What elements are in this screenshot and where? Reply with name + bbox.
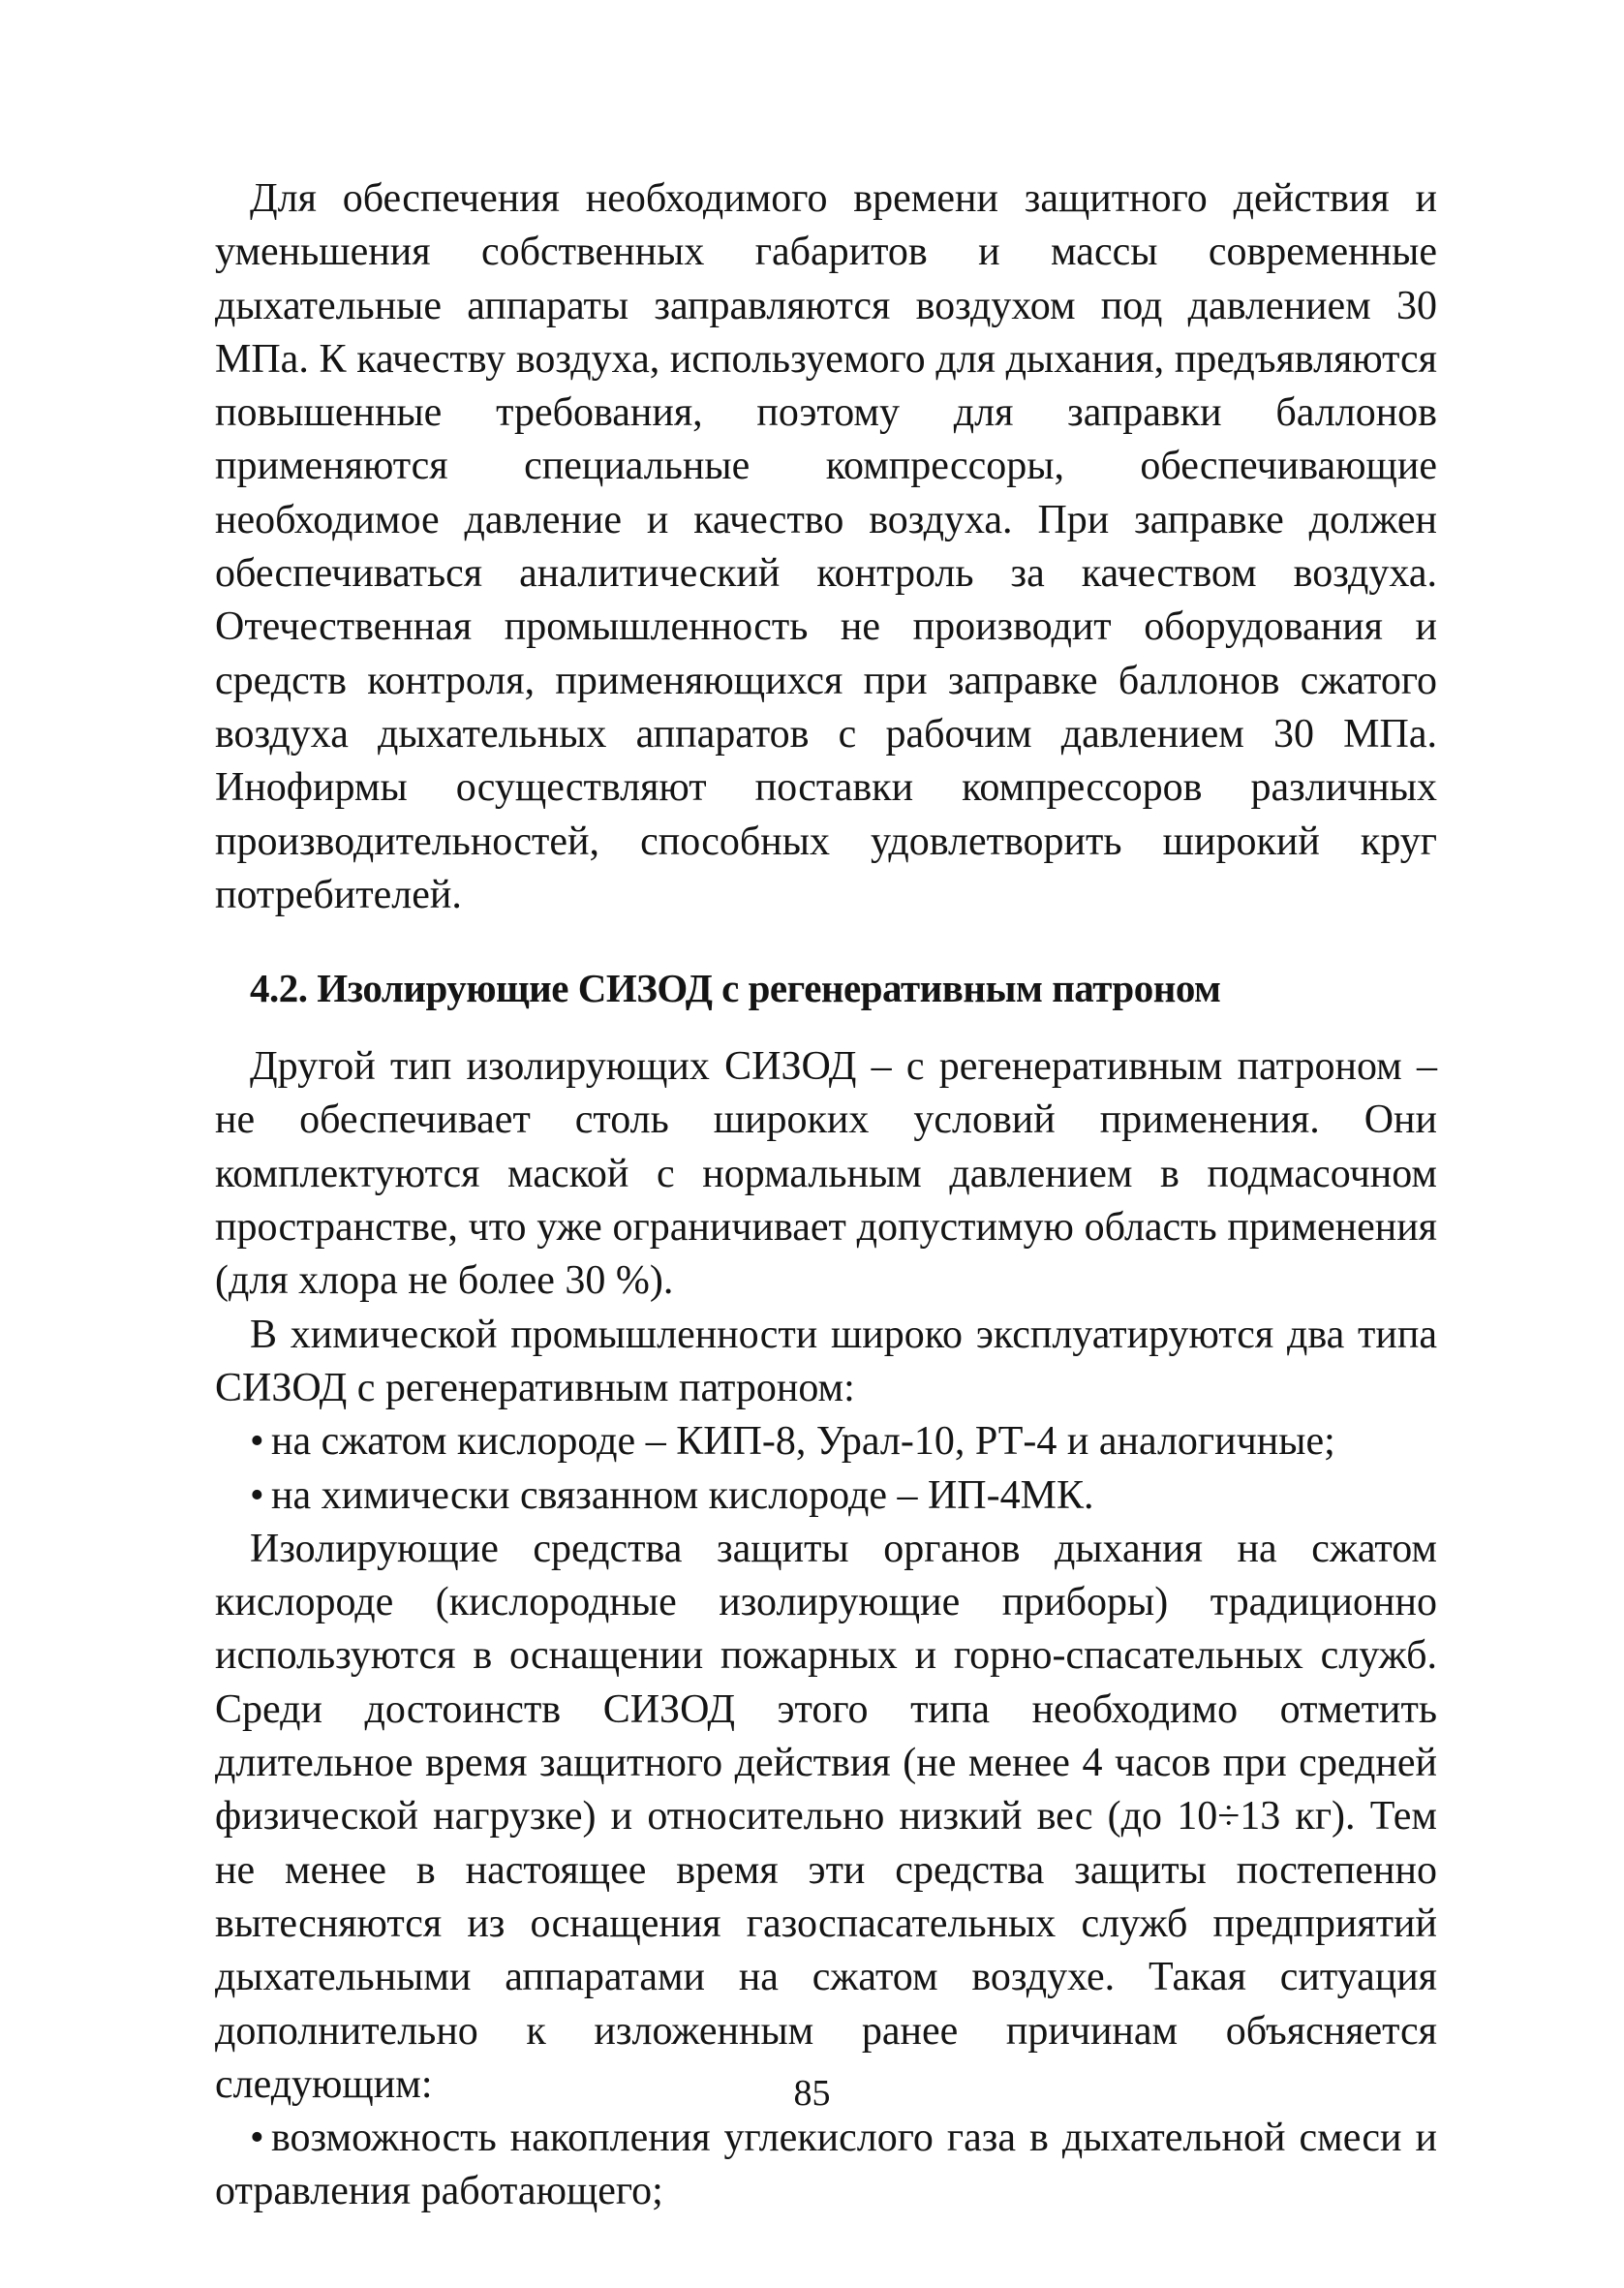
- paragraph: В химической промышленности широко эксплуатируются два типа СИЗОД с регенеративным патроном:: [215, 1312, 1437, 1410]
- bullet-marker: •: [250, 1419, 264, 1465]
- list-item-text: на сжатом кислороде – КИП-8, Урал-10, РТ-4 и аналогичные;: [271, 1419, 1335, 1465]
- list-item: [215, 2112, 1437, 2219]
- paragraph: Для обеспечения необходимого времени защитного действия и уменьшения собственных габаритов и массы современные дыхательные аппараты заправляются воздухом под давлением 30 МПа. К качеству воздуха, используемого для дыхания, предъявляются повышенные требования, поэтому для заправки баллонов применяются специальные компрессоры, обеспечивающие необходимое давление и качество воздуха. При заправке должен обеспечиваться аналитический контроль за качеством воздуха. Отечественная промышленность не производит оборудования и средств контроля, применяющихся при заправке баллонов сжатого воздуха дыхательных аппаратов с рабочим давлением 30 МПа. Инофирмы осуществляют поставки компрессоров различных производительностей, способных удовлетворить широкий круг потребителей.: [215, 176, 1437, 917]
- bullet-marker: •: [250, 2116, 264, 2161]
- paragraph: Другой тип изолирующих СИЗОД – с регенеративным патроном – не обеспечивает столь широких условий применения. Они комплектуются маской с нормальным давлением в подмасочном пространстве, что уже ограничивает допустимую область применения (для хлора не более 30 %).: [215, 1044, 1437, 1304]
- list-item-text: возможность накопления углекислого газа в дыхательной смеси и отравления работающего;: [215, 2116, 1437, 2214]
- page-body: [215, 172, 1437, 2219]
- page-number: 85: [793, 2073, 831, 2114]
- list-item: [215, 1469, 1437, 1523]
- list-item-text: на химически связанном кислороде – ИП-4МК.: [271, 1472, 1094, 1518]
- bullet-marker: •: [250, 1472, 264, 1518]
- section-heading: 4.2. Изолирующие СИЗОД с регенеративным патроном: [250, 966, 1221, 1011]
- paragraph: Изолирующие средства защиты органов дыхания на сжатом кислороде (кислородные изолирующие приборы) традиционно используются в оснащении пожарных и горно-спасательных служб. Среди достоинств СИЗОД этого типа необходимо отметить длительное время защитного действия (не менее 4 часов при средней физической нагрузке) и относительно низкий вес (до 10÷13 кг). Тем не менее в настоящее время эти средства защиты постепенно вытесняются из оснащения газоспасательных служб предприятий дыхательными аппаратами на сжатом воздухе. Такая ситуация дополнительно к изложенным ранее причинам объясняется следующим:: [215, 1526, 1437, 2107]
- section-body: [215, 1040, 1437, 2219]
- list-item: [215, 1415, 1437, 1469]
